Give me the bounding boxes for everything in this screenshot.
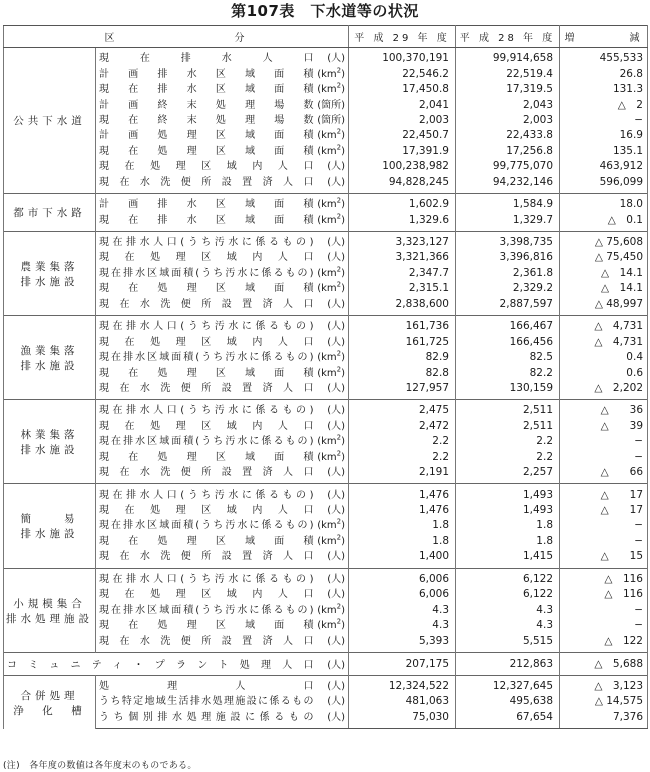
table-row <box>4 231 648 250</box>
footnote: (注) 各年度の数値は各年度末のものである。 <box>3 761 197 771</box>
table-row <box>4 297 648 316</box>
row-unit: (人) <box>314 710 349 729</box>
header-h29: 平 成 29 年 度 <box>349 26 456 48</box>
row-item: 現在排水人口(うち汚水に係るもの) <box>96 568 314 587</box>
value-diff: 455,533 <box>560 48 648 67</box>
table-row <box>4 193 648 212</box>
row-item: 現在処理区域内人口 <box>96 587 314 602</box>
table-row <box>4 534 648 549</box>
value-diff: △ 0.1 <box>560 212 648 231</box>
value-h29: 4.3 <box>349 602 456 617</box>
value-h28: 2,887,597 <box>456 297 560 316</box>
table-row <box>4 128 648 143</box>
value-h29: 5,393 <box>349 633 456 652</box>
value-h29: 161,736 <box>349 316 456 335</box>
group-name-g6: 小規模集合 排水処理施設 <box>4 568 96 652</box>
table-row <box>4 381 648 400</box>
header-h28: 平 成 28 年 度 <box>456 26 560 48</box>
value-h28: 99,775,070 <box>456 159 560 174</box>
row-unit: (人) <box>314 568 349 587</box>
row-unit: $(km^2)$ <box>314 128 349 143</box>
table-row <box>4 144 648 159</box>
table-row <box>4 97 648 112</box>
value-h29: 1,476 <box>349 484 456 503</box>
value-diff: △ 17 <box>560 503 648 518</box>
table-row <box>4 250 648 265</box>
community-plant-row <box>4 652 648 675</box>
value-diff: △ 4,731 <box>560 334 648 349</box>
table-row <box>4 633 648 652</box>
value-h29: 6,006 <box>349 568 456 587</box>
value-h29: 22,546.2 <box>349 66 456 81</box>
value-diff: △ 15 <box>560 549 648 568</box>
value-diff: △ 36 <box>560 400 648 419</box>
value-diff: △ 48,997 <box>560 297 648 316</box>
row-item: 現在排水区域面積 <box>96 82 314 97</box>
value-h29: 1,400 <box>349 549 456 568</box>
value-diff: − <box>560 450 648 465</box>
value-h29: 2,003 <box>349 113 456 128</box>
value-h29: 22,450.7 <box>349 128 456 143</box>
community-plant-item: コミュニティ・プラント処理人口 <box>4 652 314 675</box>
table-row <box>4 365 648 380</box>
value-diff: 16.9 <box>560 128 648 143</box>
value-diff: △ 14.1 <box>560 281 648 296</box>
table-row <box>4 549 648 568</box>
row-item: 現在終末処理場数 <box>96 113 314 128</box>
value-h29: 4.3 <box>349 618 456 633</box>
table-row <box>4 587 648 602</box>
row-item: 現在水洗便所設置済人口 <box>96 633 314 652</box>
value-h29: 1.8 <box>349 534 456 549</box>
value-diff: 0.4 <box>560 350 648 365</box>
table-row <box>4 434 648 449</box>
table-row <box>4 316 648 335</box>
value-h28: 2,003 <box>456 113 560 128</box>
group-name-g5: 簡 易 排水施設 <box>4 484 96 568</box>
row-item: 現在排水区域面積 <box>96 212 314 231</box>
value-h28: 99,914,658 <box>456 48 560 67</box>
value-diff: − <box>560 113 648 128</box>
table-row <box>4 113 648 128</box>
value-diff: 0.6 <box>560 365 648 380</box>
row-unit: $(km^2)$ <box>314 266 349 281</box>
row-item: 現在排水区域面積(うち汚水に係るもの) <box>96 434 314 449</box>
value-diff: − <box>560 618 648 633</box>
value-h28: 22,519.4 <box>456 66 560 81</box>
value-h29: 2,041 <box>349 97 456 112</box>
value-h28: 1.8 <box>456 518 560 533</box>
value-diff: 463,912 <box>560 159 648 174</box>
row-unit: (人) <box>314 297 349 316</box>
row-item: 現在処理区域内人口 <box>96 419 314 434</box>
value-h28: 3,398,735 <box>456 231 560 250</box>
value-h28: 17,256.8 <box>456 144 560 159</box>
table-row <box>4 450 648 465</box>
value-h28: 2,361.8 <box>456 266 560 281</box>
value-diff: △ 122 <box>560 633 648 652</box>
row-unit: $(km^2)$ <box>314 281 349 296</box>
value-diff: △ 39 <box>560 419 648 434</box>
value-h28: 1,415 <box>456 549 560 568</box>
value-h29: 207,175 <box>349 652 456 675</box>
value-h28: 1,493 <box>456 484 560 503</box>
value-h28: 82.2 <box>456 365 560 380</box>
value-diff: △ 116 <box>560 587 648 602</box>
value-diff: △ 116 <box>560 568 648 587</box>
row-item: 現在処理区域面積 <box>96 534 314 549</box>
row-unit: (人) <box>314 549 349 568</box>
value-h29: 2,838,600 <box>349 297 456 316</box>
table-row <box>4 66 648 81</box>
table-row <box>4 568 648 587</box>
row-item: 現在処理区域面積 <box>96 144 314 159</box>
value-diff: △ 3,123 <box>560 675 648 694</box>
value-h29: 2.2 <box>349 450 456 465</box>
row-item: うち特定地域生活排水処理施設に係るもの <box>96 694 314 709</box>
value-h29: 2,347.7 <box>349 266 456 281</box>
value-h29: 2,472 <box>349 419 456 434</box>
table-row <box>4 159 648 174</box>
row-unit: (人) <box>314 633 349 652</box>
header-diff: 増 減 <box>560 26 648 48</box>
row-item: 現在排水区域面積(うち汚水に係るもの) <box>96 266 314 281</box>
row-unit: (人) <box>314 334 349 349</box>
row-item: 現在水洗便所設置済人口 <box>96 465 314 484</box>
value-h28: 130,159 <box>456 381 560 400</box>
value-h29: 94,828,245 <box>349 175 456 194</box>
row-item: 現在処理区域内人口 <box>96 503 314 518</box>
row-item: 計画処理区域面積 <box>96 128 314 143</box>
value-h28: 3,396,816 <box>456 250 560 265</box>
row-unit: $(km^2)$ <box>314 193 349 212</box>
row-unit: (箇所) <box>314 113 349 128</box>
value-h29: 1,329.6 <box>349 212 456 231</box>
value-h28: 5,515 <box>456 633 560 652</box>
value-h28: 495,638 <box>456 694 560 709</box>
row-item: 現在処理区域面積 <box>96 281 314 296</box>
value-h29: 17,450.8 <box>349 82 456 97</box>
row-unit: (人) <box>314 484 349 503</box>
value-diff: − <box>560 602 648 617</box>
row-item: 現在排水区域面積(うち汚水に係るもの) <box>96 602 314 617</box>
table-row <box>4 350 648 365</box>
value-diff: 26.8 <box>560 66 648 81</box>
row-item: 現在処理区域面積 <box>96 618 314 633</box>
table-row <box>4 281 648 296</box>
value-h28: 2,511 <box>456 419 560 434</box>
group-name-g4: 林業集落 排水施設 <box>4 400 96 484</box>
row-unit: (人) <box>314 381 349 400</box>
row-item: 現在処理区域面積 <box>96 450 314 465</box>
row-unit: (人) <box>314 400 349 419</box>
value-h29: 82.9 <box>349 350 456 365</box>
value-h29: 82.8 <box>349 365 456 380</box>
value-h28: 2,511 <box>456 400 560 419</box>
group-name-g2: 農業集落 排水施設 <box>4 231 96 315</box>
value-h28: 2.2 <box>456 434 560 449</box>
row-unit: $(km^2)$ <box>314 82 349 97</box>
table-row <box>4 266 648 281</box>
row-item: 現在排水人口(うち汚水に係るもの) <box>96 484 314 503</box>
row-item: 現在排水区域面積(うち汚水に係るもの) <box>96 350 314 365</box>
value-h28: 82.5 <box>456 350 560 365</box>
row-item: 処理人口 <box>96 675 314 694</box>
table-row <box>4 334 648 349</box>
value-h28: 2.2 <box>456 450 560 465</box>
value-diff: − <box>560 518 648 533</box>
value-diff: 596,099 <box>560 175 648 194</box>
row-unit: (人) <box>314 250 349 265</box>
group-name-g3: 漁業集落 排水施設 <box>4 316 96 400</box>
value-h28: 12,327,645 <box>456 675 560 694</box>
row-item: 現在排水人口(うち汚水に係るもの) <box>96 400 314 419</box>
row-unit: $(km^2)$ <box>314 450 349 465</box>
row-item: 現在排水人口 <box>96 48 314 67</box>
value-h29: 2.2 <box>349 434 456 449</box>
row-unit: (人) <box>314 652 349 675</box>
table-row <box>4 82 648 97</box>
group-name-g1: 都市下水路 <box>4 193 96 231</box>
row-unit: (人) <box>314 419 349 434</box>
row-item: 現在処理区域内人口 <box>96 334 314 349</box>
page-title: 第107表 下水道等の状況 <box>231 2 419 20</box>
table-row <box>4 419 648 434</box>
row-unit: $(km^2)$ <box>314 534 349 549</box>
table-row <box>4 518 648 533</box>
value-h28: 2,257 <box>456 465 560 484</box>
value-h29: 1.8 <box>349 518 456 533</box>
value-h28: 6,122 <box>456 568 560 587</box>
value-h29: 161,725 <box>349 334 456 349</box>
row-unit: (人) <box>314 175 349 194</box>
value-h28: 2,043 <box>456 97 560 112</box>
row-item: 現在処理区域内人口 <box>96 159 314 174</box>
row-unit: (人) <box>314 465 349 484</box>
table-row <box>4 212 648 231</box>
row-unit: (人) <box>314 503 349 518</box>
value-h28: 4.3 <box>456 618 560 633</box>
table-row <box>4 484 648 503</box>
value-h29: 481,063 <box>349 694 456 709</box>
row-item: 現在水洗便所設置済人口 <box>96 381 314 400</box>
value-diff: △ 5,688 <box>560 652 648 675</box>
row-item: 現在排水人口(うち汚水に係るもの) <box>96 316 314 335</box>
row-unit: $(km^2)$ <box>314 144 349 159</box>
value-diff: − <box>560 534 648 549</box>
row-item: 現在水洗便所設置済人口 <box>96 297 314 316</box>
header-category: 区 分 <box>4 26 349 48</box>
value-h28: 1,329.7 <box>456 212 560 231</box>
row-unit: (人) <box>314 694 349 709</box>
value-diff: △ 75,608 <box>560 231 648 250</box>
row-unit: $(km^2)$ <box>314 618 349 633</box>
value-h28: 22,433.8 <box>456 128 560 143</box>
value-h28: 17,319.5 <box>456 82 560 97</box>
row-item: うち個別排水処理施設に係るもの <box>96 710 314 729</box>
value-diff: △ 2 <box>560 97 648 112</box>
value-h29: 12,324,522 <box>349 675 456 694</box>
group-name-g0: 公共下水道 <box>4 48 96 194</box>
table-row <box>4 710 648 729</box>
row-unit: (人) <box>314 48 349 67</box>
value-h29: 17,391.9 <box>349 144 456 159</box>
header-row <box>4 26 648 48</box>
row-unit: $(km^2)$ <box>314 518 349 533</box>
value-diff: △ 14,575 <box>560 694 648 709</box>
row-unit: $(km^2)$ <box>314 602 349 617</box>
table-row <box>4 503 648 518</box>
table-row <box>4 465 648 484</box>
row-item: 現在排水人口(うち汚水に係るもの) <box>96 231 314 250</box>
value-h29: 3,323,127 <box>349 231 456 250</box>
value-h29: 1,476 <box>349 503 456 518</box>
table-row <box>4 694 648 709</box>
value-h29: 75,030 <box>349 710 456 729</box>
row-item: 計画終末処理場数 <box>96 97 314 112</box>
row-unit: $(km^2)$ <box>314 212 349 231</box>
value-h29: 127,957 <box>349 381 456 400</box>
value-h28: 1,584.9 <box>456 193 560 212</box>
value-diff: − <box>560 434 648 449</box>
table-row <box>4 48 648 67</box>
value-diff: △ 4,731 <box>560 316 648 335</box>
value-h29: 1,602.9 <box>349 193 456 212</box>
row-unit: (人) <box>314 231 349 250</box>
row-unit: (箇所) <box>314 97 349 112</box>
row-item: 現在水洗便所設置済人口 <box>96 549 314 568</box>
group-name-septic: 合併処理 浄 化 槽 <box>4 675 96 728</box>
value-diff: 7,376 <box>560 710 648 729</box>
value-h28: 6,122 <box>456 587 560 602</box>
value-h29: 2,315.1 <box>349 281 456 296</box>
value-h28: 166,467 <box>456 316 560 335</box>
table-row <box>4 675 648 694</box>
value-diff: 131.3 <box>560 82 648 97</box>
row-item: 現在処理区域内人口 <box>96 250 314 265</box>
row-item: 現在排水区域面積(うち汚水に係るもの) <box>96 518 314 533</box>
value-h29: 100,238,982 <box>349 159 456 174</box>
value-h29: 6,006 <box>349 587 456 602</box>
row-item: 計画排水区域面積 <box>96 193 314 212</box>
value-h29: 3,321,366 <box>349 250 456 265</box>
value-h28: 1,493 <box>456 503 560 518</box>
value-h29: 2,475 <box>349 400 456 419</box>
table-row <box>4 602 648 617</box>
value-diff: △ 14.1 <box>560 266 648 281</box>
sewerage-status-table <box>3 25 648 729</box>
value-diff: 18.0 <box>560 193 648 212</box>
value-h28: 4.3 <box>456 602 560 617</box>
value-h28: 94,232,146 <box>456 175 560 194</box>
row-unit: (人) <box>314 587 349 602</box>
row-item: 計画排水区域面積 <box>96 66 314 81</box>
table-row <box>4 175 648 194</box>
value-h28: 67,654 <box>456 710 560 729</box>
value-diff: △ 2,202 <box>560 381 648 400</box>
value-h28: 212,863 <box>456 652 560 675</box>
row-unit: (人) <box>314 675 349 694</box>
value-diff: △ 17 <box>560 484 648 503</box>
table-row <box>4 618 648 633</box>
value-h28: 1.8 <box>456 534 560 549</box>
value-diff: △ 66 <box>560 465 648 484</box>
row-item: 現在処理区域面積 <box>96 365 314 380</box>
value-h28: 2,329.2 <box>456 281 560 296</box>
row-unit: $(km^2)$ <box>314 66 349 81</box>
row-unit: $(km^2)$ <box>314 365 349 380</box>
row-unit: $(km^2)$ <box>314 350 349 365</box>
row-unit: (人) <box>314 159 349 174</box>
table-row <box>4 400 648 419</box>
row-unit: (人) <box>314 316 349 335</box>
row-item: 現在水洗便所設置済人口 <box>96 175 314 194</box>
value-h29: 2,191 <box>349 465 456 484</box>
value-diff: △ 75,450 <box>560 250 648 265</box>
row-unit: $(km^2)$ <box>314 434 349 449</box>
value-h28: 166,456 <box>456 334 560 349</box>
value-diff: 135.1 <box>560 144 648 159</box>
value-h29: 100,370,191 <box>349 48 456 67</box>
